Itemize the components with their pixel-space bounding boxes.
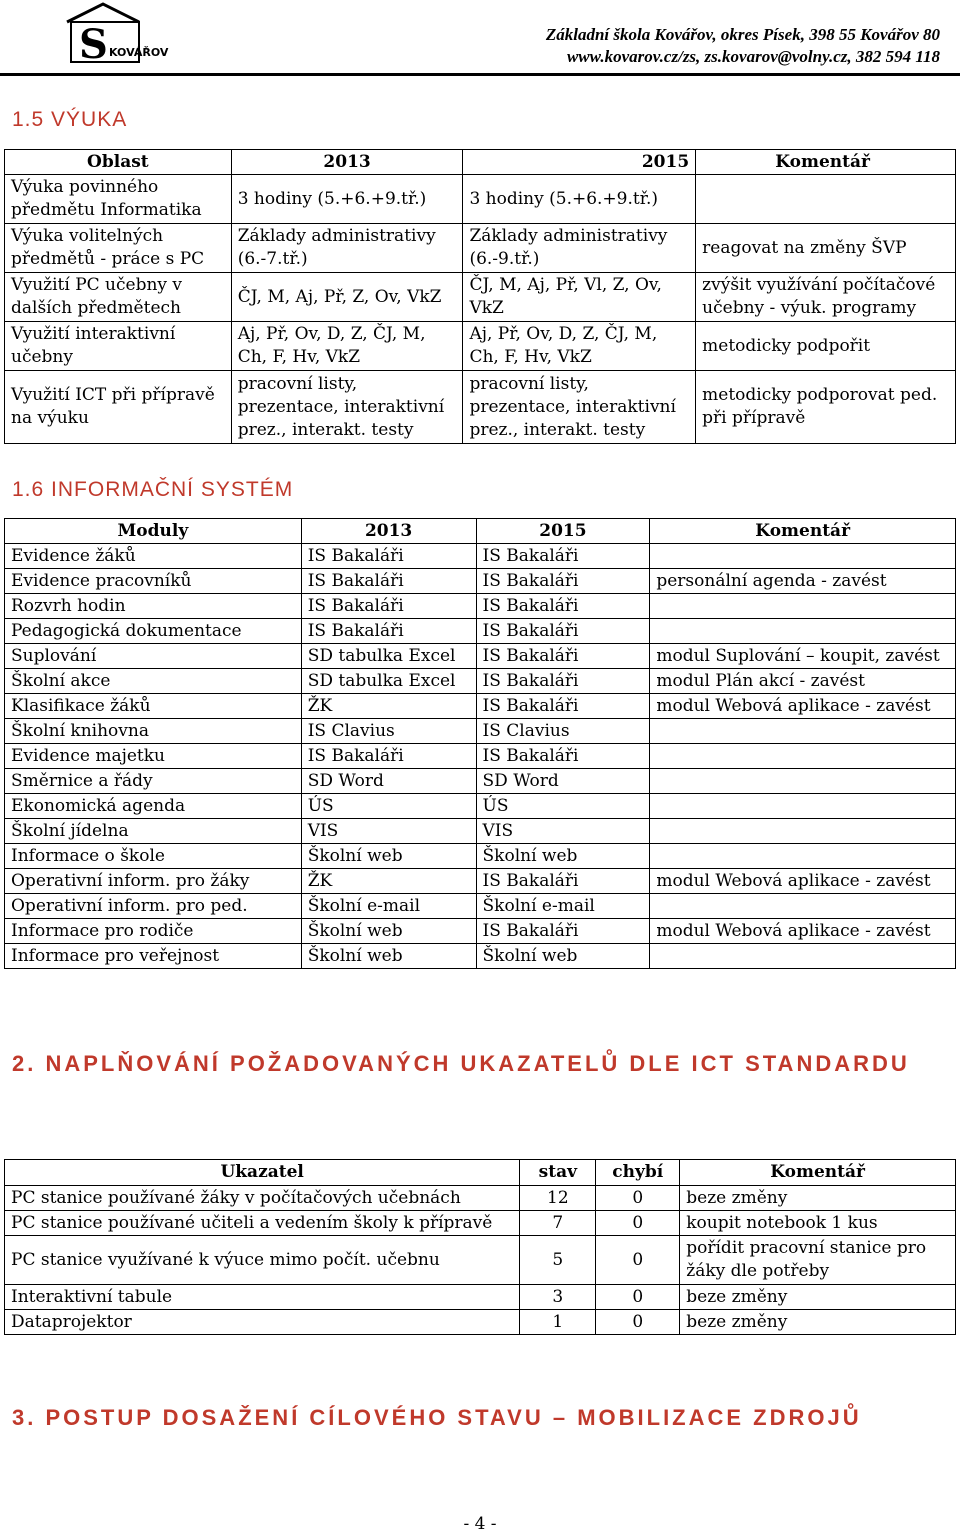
table-row <box>5 744 956 769</box>
table-cell: Školní web <box>301 944 476 969</box>
table-cell: 0 <box>596 1236 680 1285</box>
school-logo <box>65 2 170 64</box>
table-cell: IS Bakaláři <box>301 544 476 569</box>
table-cell: Směrnice a řády <box>5 769 302 794</box>
ukazatele-table <box>4 1159 956 1335</box>
table-cell: Pedagogická dokumentace <box>5 619 302 644</box>
table-cell: IS Bakaláři <box>476 569 650 594</box>
table-cell: IS Bakaláři <box>476 694 650 719</box>
table-cell: IS Bakaláři <box>301 744 476 769</box>
table-cell: VIS <box>301 819 476 844</box>
table-row <box>5 569 956 594</box>
y2015-cell: 3 hodiny (5.+6.+9.tř.) <box>463 175 696 224</box>
table-cell <box>650 819 956 844</box>
table-cell: IS Bakaláři <box>476 644 650 669</box>
table-row <box>5 322 956 371</box>
table-cell: Informace pro rodiče <box>5 919 302 944</box>
table-cell: Evidence majetku <box>5 744 302 769</box>
table-cell: Suplování <box>5 644 302 669</box>
table-cell <box>650 744 956 769</box>
table-row <box>5 544 956 569</box>
table-row <box>5 1310 956 1335</box>
komentar-cell: metodicky podpořit <box>696 322 956 371</box>
table-cell <box>650 719 956 744</box>
table-cell: IS Bakaláři <box>476 544 650 569</box>
section-ukazatele-title: 2. NAPLŇOVÁNÍ POŽADOVANÝCH UKAZATELŮ DLE ICT STANDARDU <box>12 1051 910 1076</box>
table-cell <box>650 619 956 644</box>
table-cell: PC stanice používané učiteli a vedením školy k přípravě <box>5 1211 520 1236</box>
oblast-cell: Výuka volitelných předmětů - práce s PC <box>5 224 232 273</box>
section-is-title: 1.6 INFORMAČNÍ SYSTÉM <box>12 478 294 501</box>
table-cell: 0 <box>596 1186 680 1211</box>
col-2013: 2013 <box>301 519 476 544</box>
table-cell: Ekonomická agenda <box>5 794 302 819</box>
table-row <box>5 919 956 944</box>
table-cell: IS Bakaláři <box>476 744 650 769</box>
table-cell: Klasifikace žáků <box>5 694 302 719</box>
table-cell: IS Bakaláři <box>476 594 650 619</box>
table-cell: pořídit pracovní stanice pro žáky dle potřeby <box>680 1236 956 1285</box>
table-cell: modul Suplování – koupit, zavést <box>650 644 956 669</box>
table-cell: IS Bakaláři <box>301 619 476 644</box>
col-komentar: Komentář <box>696 150 956 175</box>
table-cell: Školní web <box>476 944 650 969</box>
y2015-cell: Aj, Př, Ov, D, Z, ČJ, M, Ch, F, Hv, VkZ <box>463 322 696 371</box>
page-header <box>0 0 960 80</box>
table-cell: SD Word <box>476 769 650 794</box>
is-header-row <box>5 519 956 544</box>
table-cell <box>650 944 956 969</box>
table-cell: 12 <box>520 1186 596 1211</box>
table-cell: personální agenda - zavést <box>650 569 956 594</box>
table-cell: 0 <box>596 1211 680 1236</box>
table-cell: ŽK <box>301 869 476 894</box>
komentar-cell: metodicky podporovat ped. při přípravě <box>696 371 956 444</box>
table-cell: Operativní inform. pro žáky <box>5 869 302 894</box>
col-2015: 2015 <box>476 519 650 544</box>
table-row <box>5 894 956 919</box>
table-cell <box>650 794 956 819</box>
y2013-cell: 3 hodiny (5.+6.+9.tř.) <box>231 175 463 224</box>
table-cell: Dataprojektor <box>5 1310 520 1335</box>
table-cell: koupit notebook 1 kus <box>680 1211 956 1236</box>
col-oblast: Oblast <box>5 150 232 175</box>
table-cell: Informace pro veřejnost <box>5 944 302 969</box>
col-komentar: Komentář <box>680 1160 956 1186</box>
y2013-cell: Aj, Př, Ov, D, Z, ČJ, M, Ch, F, Hv, VkZ <box>231 322 463 371</box>
col-2015: 2015 <box>463 150 696 175</box>
table-row <box>5 224 956 273</box>
table-cell: IS Bakaláři <box>301 569 476 594</box>
table-cell: ŽK <box>301 694 476 719</box>
table-cell: IS Bakaláři <box>476 669 650 694</box>
table-cell: Školní knihovna <box>5 719 302 744</box>
table-cell: VIS <box>476 819 650 844</box>
table-row <box>5 769 956 794</box>
table-row <box>5 273 956 322</box>
section-postup-title: 3. POSTUP DOSAŽENÍ CÍLOVÉHO STAVU – MOBILIZACE ZDROJŮ <box>12 1405 862 1430</box>
table-cell: SD Word <box>301 769 476 794</box>
table-cell: Školní e-mail <box>476 894 650 919</box>
y2013-cell: ČJ, M, Aj, Př, Z, Ov, VkZ <box>231 273 463 322</box>
table-cell: PC stanice využívané k výuce mimo počít. učebnu <box>5 1236 520 1285</box>
table-cell: IS Bakaláři <box>476 919 650 944</box>
is-table <box>4 518 956 969</box>
table-cell: SD tabulka Excel <box>301 644 476 669</box>
table-row <box>5 619 956 644</box>
oblast-cell: Využití ICT při přípravě na výuku <box>5 371 232 444</box>
table-cell: 1 <box>520 1310 596 1335</box>
table-cell <box>650 894 956 919</box>
col-chybi: chybí <box>596 1160 680 1186</box>
page-number: - 4 - <box>463 1514 497 1534</box>
komentar-cell: zvýšit využívání počítačové učebny - výuk. programy <box>696 273 956 322</box>
table-cell: Informace o škole <box>5 844 302 869</box>
col-komentar: Komentář <box>650 519 956 544</box>
y2015-cell: ČJ, M, Aj, Př, Vl, Z, Ov, VkZ <box>463 273 696 322</box>
col-stav: stav <box>520 1160 596 1186</box>
table-cell: modul Webová aplikace - zavést <box>650 869 956 894</box>
y2013-cell: Základy administrativy (6.-7.tř.) <box>231 224 463 273</box>
section-vyuka-title: 1.5 VÝUKA <box>12 108 128 131</box>
table-row <box>5 844 956 869</box>
oblast-cell: Využití interaktivní učebny <box>5 322 232 371</box>
table-cell: modul Webová aplikace - zavést <box>650 919 956 944</box>
oblast-cell: Výuka povinného předmětu Informatika <box>5 175 232 224</box>
table-cell: Školní web <box>476 844 650 869</box>
oblast-cell: Využití PC učebny v dalších předmětech <box>5 273 232 322</box>
table-row <box>5 1211 956 1236</box>
table-cell: SD tabulka Excel <box>301 669 476 694</box>
table-row <box>5 869 956 894</box>
table-cell: 7 <box>520 1211 596 1236</box>
school-address: Základní škola Kovářov, okres Písek, 398 55 Kovářov 80 <box>545 25 940 44</box>
col-moduly: Moduly <box>5 519 302 544</box>
table-cell: Evidence pracovníků <box>5 569 302 594</box>
table-row <box>5 594 956 619</box>
table-cell <box>650 544 956 569</box>
table-cell: 0 <box>596 1310 680 1335</box>
vyuka-table <box>4 149 956 444</box>
table-row <box>5 175 956 224</box>
table-row <box>5 1186 956 1211</box>
table-cell: PC stanice používané žáky v počítačových učebnách <box>5 1186 520 1211</box>
school-contact: www.kovarov.cz/zs, zs.kovarov@volny.cz, 382 594 118 <box>566 47 940 66</box>
header-rule <box>0 73 960 76</box>
table-cell: IS Clavius <box>476 719 650 744</box>
table-cell: beze změny <box>680 1310 956 1335</box>
table-cell: Evidence žáků <box>5 544 302 569</box>
table-row <box>5 1236 956 1285</box>
y2013-cell: pracovní listy, prezentace, interaktivní prez., interakt. testy <box>231 371 463 444</box>
table-cell: IS Bakaláři <box>301 594 476 619</box>
y2015-cell: pracovní listy, prezentace, interaktivní prez., interakt. testy <box>463 371 696 444</box>
table-row <box>5 819 956 844</box>
table-cell: beze změny <box>680 1285 956 1310</box>
table-row <box>5 1285 956 1310</box>
table-cell: Školní jídelna <box>5 819 302 844</box>
table-cell: Rozvrh hodin <box>5 594 302 619</box>
ukazatele-header-row <box>5 1160 956 1186</box>
table-cell: IS Bakaláři <box>476 869 650 894</box>
table-row <box>5 669 956 694</box>
logo-text: KOVÁŘOV <box>109 46 169 59</box>
table-row <box>5 944 956 969</box>
table-cell: Školní e-mail <box>301 894 476 919</box>
table-row <box>5 644 956 669</box>
table-row <box>5 694 956 719</box>
komentar-cell <box>696 175 956 224</box>
y2015-cell: Základy administrativy (6.-9.tř.) <box>463 224 696 273</box>
table-cell: modul Plán akcí - zavést <box>650 669 956 694</box>
table-cell: IS Bakaláři <box>476 619 650 644</box>
table-cell <box>650 844 956 869</box>
table-cell: 0 <box>596 1285 680 1310</box>
table-cell <box>650 594 956 619</box>
table-cell: ÚS <box>476 794 650 819</box>
komentar-cell: reagovat na změny ŠVP <box>696 224 956 273</box>
col-2013: 2013 <box>231 150 463 175</box>
table-cell: IS Clavius <box>301 719 476 744</box>
table-cell: Školní akce <box>5 669 302 694</box>
table-cell <box>650 769 956 794</box>
table-cell: Operativní inform. pro ped. <box>5 894 302 919</box>
table-row <box>5 371 956 444</box>
table-row <box>5 794 956 819</box>
table-cell: 3 <box>520 1285 596 1310</box>
table-cell: modul Webová aplikace - zavést <box>650 694 956 719</box>
table-cell: ÚS <box>301 794 476 819</box>
table-cell: beze změny <box>680 1186 956 1211</box>
header-text <box>546 24 940 68</box>
table-cell: 5 <box>520 1236 596 1285</box>
table-row <box>5 719 956 744</box>
table-cell: Interaktivní tabule <box>5 1285 520 1310</box>
vyuka-header-row <box>5 150 956 175</box>
table-cell: Školní web <box>301 844 476 869</box>
svg-text:S: S <box>79 21 108 64</box>
table-cell: Školní web <box>301 919 476 944</box>
col-ukazatel: Ukazatel <box>5 1160 520 1186</box>
